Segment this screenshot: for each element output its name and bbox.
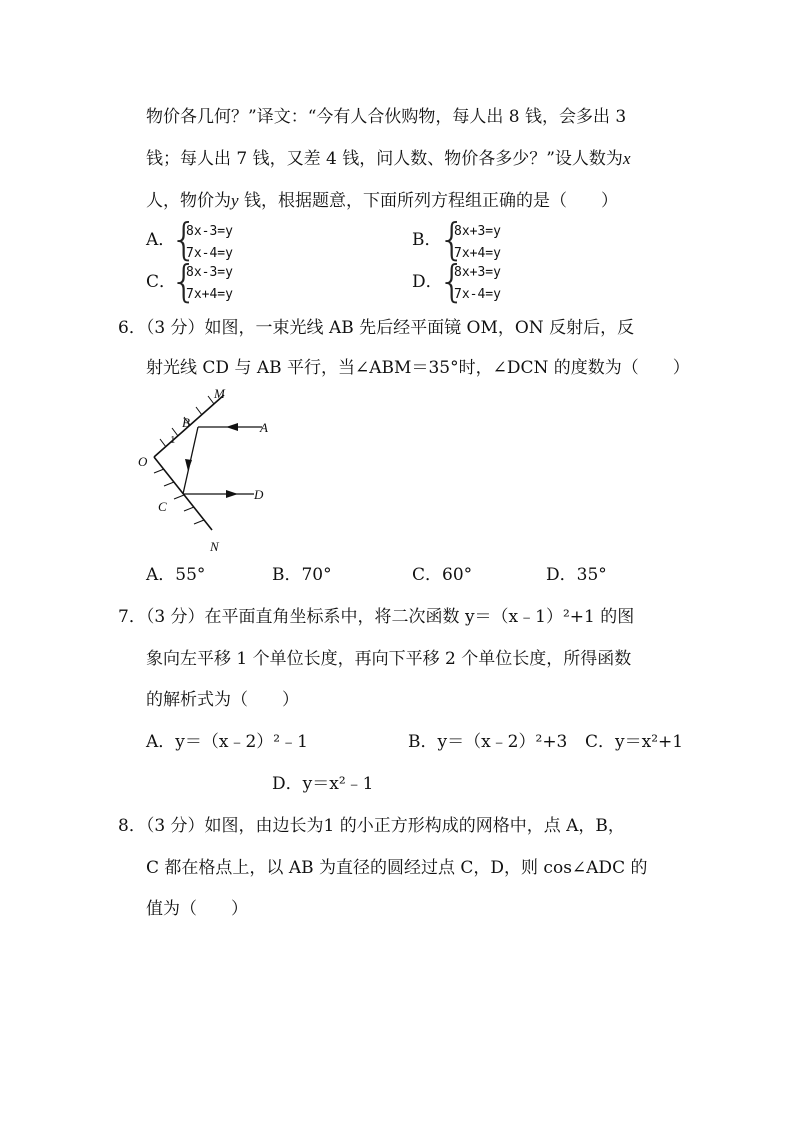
q5-line-2 <box>146 148 630 170</box>
q8-line-3: 值为（ ） <box>146 899 248 919</box>
q5-option-c-brace: { <box>170 256 198 307</box>
fig-label-n: N <box>210 539 219 554</box>
q6-line-2: 射光线 CD 与 AB 平行，当∠ABM＝35°时，∠DCN 的度数为（ ） <box>146 358 690 378</box>
fig-label-m: M <box>214 386 225 401</box>
q5-var-x: x <box>622 149 631 168</box>
q5-option-d-eq2: 7x-4=y <box>454 287 501 302</box>
q8-line-1: 8．（3 分）如图，由边长为1 的小正方形构成的网格中，点 A，B， <box>118 816 625 836</box>
q7-option-a[interactable]: A．y＝（x﹣2）²﹣1 <box>146 732 308 752</box>
q5-option-b-eq2: 7x+4=y <box>454 246 501 261</box>
q7-line-2: 象向左平移 1 个单位长度，再向下平移 2 个单位长度，所得函数 <box>146 649 632 669</box>
q5-var-y: y <box>231 191 239 210</box>
q6-mirror-figure <box>130 385 290 555</box>
q7-line-3: 的解析式为（ ） <box>146 690 299 710</box>
q7-option-c[interactable]: C．y＝x²+1 <box>585 732 684 752</box>
q5-option-c-eq2: 7x+4=y <box>186 287 233 302</box>
fig-label-1: 1 <box>170 434 176 446</box>
q7-option-d[interactable]: D．y＝x²﹣1 <box>272 774 374 794</box>
fig-label-a: A <box>260 420 268 435</box>
fig-label-d: D <box>254 487 264 502</box>
q5-option-d-eq1: 8x+3=y <box>454 265 501 280</box>
q5-option-a-eq2: 7x-4=y <box>186 246 233 261</box>
q5-option-c-label: C． <box>146 272 177 292</box>
q6-option-a[interactable]: A．55° <box>146 565 206 585</box>
fig-label-b: B <box>182 415 190 430</box>
q5-option-d-label: D． <box>412 272 443 292</box>
q5-option-a-brace: { <box>170 214 198 265</box>
q6-option-d[interactable]: D．35° <box>546 565 607 585</box>
q5-option-c-eq1: 8x-3=y <box>186 265 233 280</box>
q7-line-1: 7．（3 分）在平面直角坐标系中，将二次函数 y＝（x﹣1）²+1 的图 <box>118 607 635 627</box>
q5-option-b-brace: { <box>438 214 466 265</box>
q5-option-a-eq1: 8x-3=y <box>186 224 233 239</box>
q5-line-3-text-a: 人，物价为 <box>146 191 231 211</box>
fig-label-o: O <box>138 454 148 469</box>
q5-option-d-brace: { <box>438 256 466 307</box>
q7-option-b[interactable]: B．y＝（x﹣2）²+3 <box>408 732 568 752</box>
q6-option-b[interactable]: B．70° <box>272 565 332 585</box>
q6-line-1: 6．（3 分）如图，一束光线 AB 先后经平面镜 OM，ON 反射后，反 <box>118 318 635 338</box>
q5-line-3-text-c: 钱，根据题意，下面所列方程组正确的是（ ） <box>238 191 618 211</box>
q5-option-b-label: B． <box>412 230 442 250</box>
q5-option-a-label: A． <box>146 230 176 250</box>
q8-line-2: C 都在格点上，以 AB 为直径的圆经过点 C，D，则 cos∠ADC 的 <box>146 858 648 878</box>
q5-option-b-eq1: 8x+3=y <box>454 224 501 239</box>
q6-option-c[interactable]: C．60° <box>412 565 473 585</box>
q5-line-1: 物价各几何？”译文：“今有人合伙购物，每人出 8 钱，会多出 3 <box>146 107 627 127</box>
fig-label-c: C <box>158 499 167 514</box>
q5-line-2-text: 钱；每人出 7 钱，又差 4 钱，问人数、物价各多少？”设人数为 <box>146 149 623 169</box>
q5-line-3 <box>146 190 618 212</box>
